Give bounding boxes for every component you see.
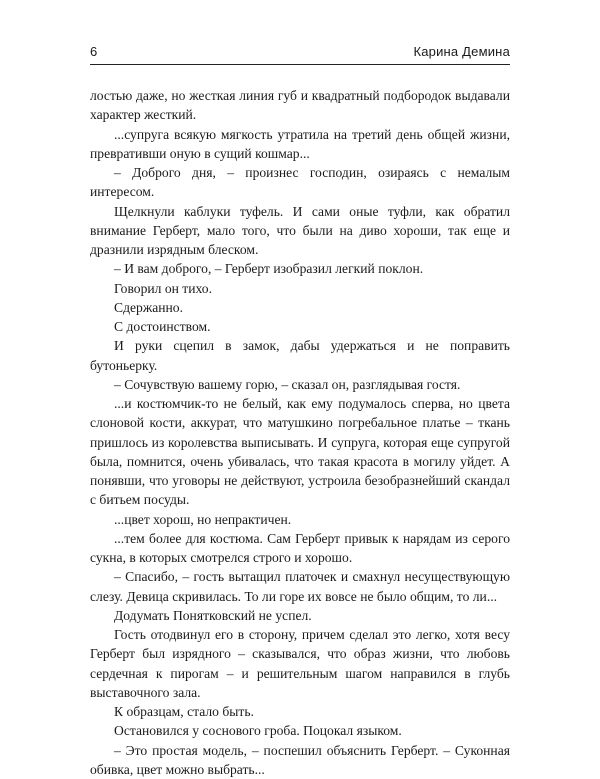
paragraph-8: С достоинством. bbox=[90, 317, 510, 336]
paragraph-15: Додумать Понятковский не успел. bbox=[90, 606, 510, 625]
paragraph-1: лостью даже, но жесткая линия губ и квадратный подбородок выдавали характер жесткий. bbox=[90, 86, 510, 125]
paragraph-11: ...и костюмчик-то не белый, как ему подумалось сперва, но цвета слоновой кости, аккурат, что матушкино погребальное платье – ткань пришлось из королевства выписывать. И супруга, которая еще супругой была, помнится, очень убивалась, что такая красота в могилу уйдет. А понявши, что уговоры не действуют, устроила безобразнейший скандал с битьем посуды. bbox=[90, 394, 510, 510]
paragraph-9: И руки сцепил в замок, дабы удержаться и не поправить бутоньерку. bbox=[90, 336, 510, 375]
body-text bbox=[90, 86, 510, 779]
paragraph-7: Сдержанно. bbox=[90, 298, 510, 317]
paragraph-2: ...супруга всякую мягкость утратила на третий день общей жизни, превративши оную в сущий кошмар... bbox=[90, 125, 510, 164]
paragraph-18: Остановился у соснового гроба. Поцокал языком. bbox=[90, 721, 510, 740]
paragraph-19: – Это простая модель, – поспешил объяснить Герберт. – Суконная обивка, цвет можно выбрать... bbox=[90, 741, 510, 779]
paragraph-14: – Спасибо, – гость вытащил платочек и смахнул несуществующую слезу. Девица скривилась. То ли горе их вовсе не было общим, то ли... bbox=[90, 567, 510, 606]
paragraph-17: К образцам, стало быть. bbox=[90, 702, 510, 721]
page-number: 6 bbox=[90, 44, 97, 59]
header-author: Карина Демина bbox=[413, 44, 510, 59]
paragraph-3: – Доброго дня, – произнес господин, озираясь с немалым интересом. bbox=[90, 163, 510, 202]
running-head bbox=[90, 44, 510, 62]
paragraph-12: ...цвет хорош, но непрактичен. bbox=[90, 510, 510, 529]
paragraph-5: – И вам доброго, – Герберт изобразил легкий поклон. bbox=[90, 259, 510, 278]
paragraph-13: ...тем более для костюма. Сам Герберт привык к нарядам из серого сукна, в которых смотрелся строго и хорошо. bbox=[90, 529, 510, 568]
header-rule bbox=[90, 64, 510, 65]
paragraph-16: Гость отодвинул его в сторону, причем сделал это легко, хотя весу Герберт был изрядного – сказывался, что образ жизни, что любовь сердечная к пирогам – и решительным шагом направился в глубь выставочного зала. bbox=[90, 625, 510, 702]
paragraph-10: – Сочувствую вашему горю, – сказал он, разглядывая гостя. bbox=[90, 375, 510, 394]
paragraph-4: Щелкнули каблуки туфель. И сами оные туфли, как обратил внимание Герберт, мало того, что были на диво хороши, так еще и дразнили изрядным блеском. bbox=[90, 202, 510, 260]
paragraph-6: Говорил он тихо. bbox=[90, 279, 510, 298]
